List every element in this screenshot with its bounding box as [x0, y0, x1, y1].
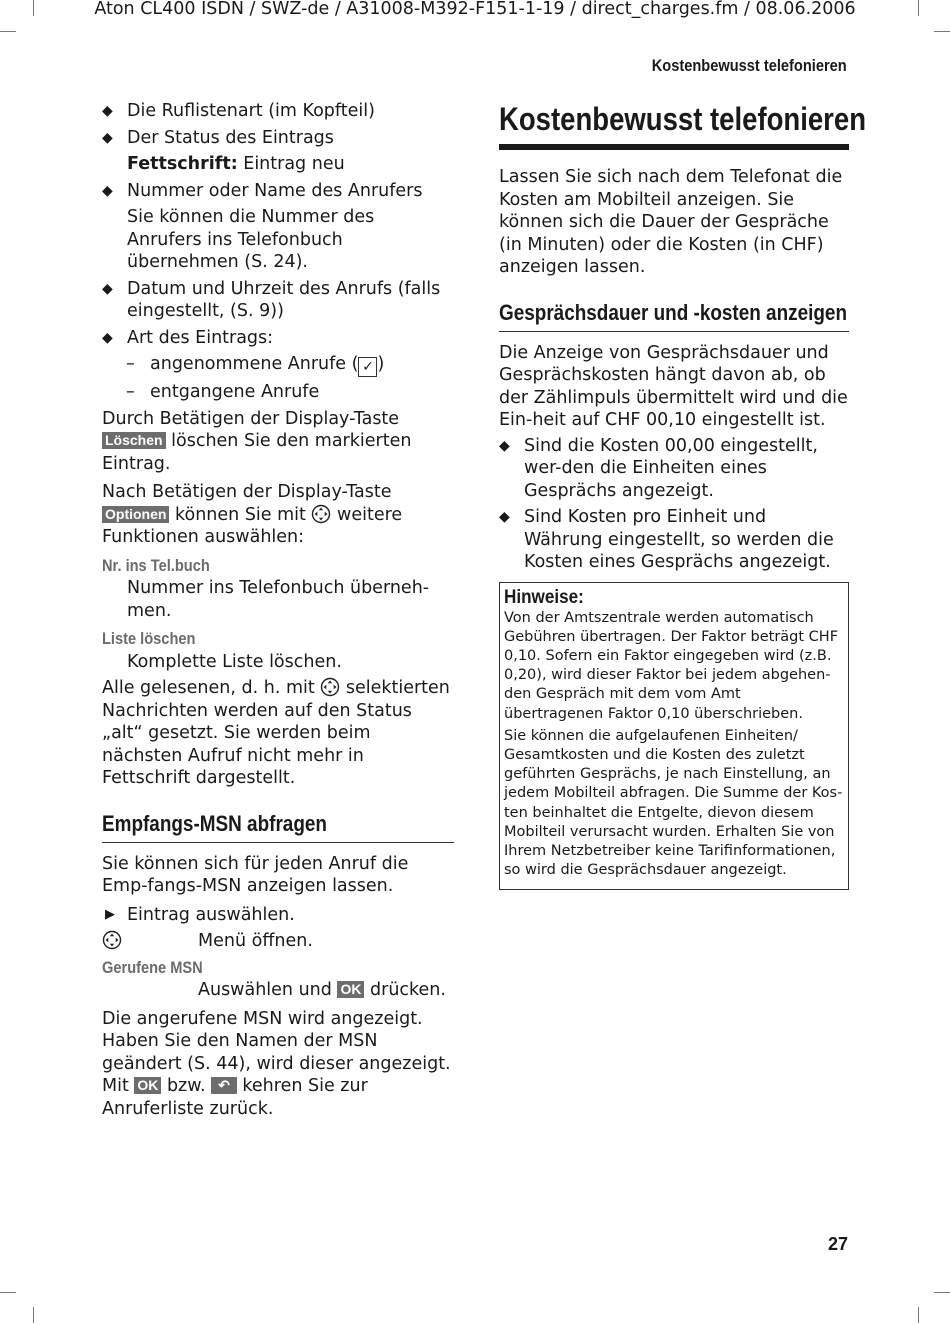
- diamond-bullet-icon: ◆: [102, 182, 113, 199]
- diamond-bullet-icon: ◆: [499, 437, 510, 454]
- crop-mark: [918, 1307, 919, 1323]
- list-item-text: Datum und Uhrzeit des Anrufs (falls eingestellt, (S. 9)): [127, 278, 441, 321]
- list-item: [102, 180, 454, 203]
- status-note: [102, 153, 454, 176]
- text: kehren Sie zur Anruferliste zurück.: [102, 1076, 368, 1119]
- heading-text: Empfangs-MSN abfragen: [102, 810, 327, 836]
- note-box: [499, 582, 849, 891]
- crop-mark: [0, 31, 16, 32]
- msn-intro: Sie können sich für jeden Anruf die Emp-fangs-MSN anzeigen lassen.: [102, 853, 409, 896]
- list-item-sub: Sie können die Nummer des Anrufers ins Telefonbuch übernehmen (S. 24).: [127, 207, 375, 272]
- intro-paragraph: Lassen Sie sich nach dem Telefonat die Kosten am Mobilteil anzeigen. Sie können sich die Dauer der Gespräche (in Minuten) oder die Kosten (in CHF) anzeigen lassen.: [499, 167, 843, 277]
- diamond-bullet-icon: ◆: [102, 103, 113, 119]
- list-item: [102, 127, 454, 150]
- dash-text: entgangene Anrufe: [150, 382, 320, 402]
- text: selektierten Nachrichten werden auf den Status „alt“ gesetzt. Sie werden beim nächsten Aufruf nicht mehr in Fettschrift dargestellt.: [102, 678, 450, 788]
- list-item-text: Die Ruflistenart (im Kopfteil): [127, 101, 375, 121]
- text: bzw.: [161, 1076, 212, 1096]
- section-heading: [499, 299, 849, 332]
- list-item-text: Der Status des Eintrags: [127, 127, 334, 148]
- file-meta-header: Aton CL400 ISDN / SWZ-de / A31008-M392-F151-1-19 / direct_charges.fm / 08.06.2006: [94, 0, 856, 19]
- control-key-icon: [102, 930, 122, 950]
- diamond-bullet-icon: ◆: [102, 329, 113, 346]
- back-key-icon: ↶: [211, 1077, 237, 1094]
- list-item: [499, 506, 849, 574]
- right-column: [499, 100, 867, 890]
- section-paragraph: Die Anzeige von Gesprächsdauer und Gesprächskosten hängt davon ab, ob der Zählimpuls übermittelt wird und die Ein-heit auf CHF 00,10 eingestellt ist.: [499, 342, 848, 430]
- menu-entry-label: Liste löschen: [102, 629, 196, 648]
- text: Die angerufene MSN wird angezeigt. Haben Sie den Namen der MSN geändert (S. 44), wird dieser angezeigt. Mit: [102, 1008, 451, 1096]
- menu-step: [102, 930, 454, 953]
- menu-entry-label: Nr. ins Tel.buch: [102, 555, 210, 575]
- step-text: Eintrag auswählen.: [127, 904, 295, 925]
- ok-key: OK: [134, 1077, 161, 1094]
- diamond-bullet-icon: ◆: [102, 280, 113, 297]
- dash-text: angenommene Anrufe (: [150, 354, 359, 374]
- title-text: Kostenbewusst telefonieren: [499, 101, 867, 137]
- delete-key: Löschen: [102, 432, 166, 449]
- status-text: Eintrag neu: [237, 154, 345, 174]
- crop-mark: [934, 1292, 950, 1293]
- page-number: 27: [827, 1234, 848, 1254]
- note-paragraph: Von der Amtszentrale werden automatisch Gebühren übertragen. Der Faktor beträgt CHF 0,10. Sofern ein Faktor eingegeben wird (z.B. 0,20), wird dieser Faktor bei jedem abgehen-den Gespräch mit dem vom Amt übertragenen Faktor 0,10 überschrieben.: [504, 609, 839, 722]
- bold-label: Fettschrift:: [127, 154, 238, 174]
- list-item: [102, 278, 454, 323]
- control-key-icon: [311, 504, 331, 524]
- text: Alle gelesenen, d. h. mit: [102, 678, 321, 698]
- step-item: [102, 904, 454, 927]
- menu-entry-label: Gerufene MSN: [102, 957, 203, 977]
- crop-mark: [934, 31, 950, 32]
- list-item-text: Nummer oder Name des Anrufers: [127, 180, 423, 201]
- text: weitere Funktionen auswählen:: [102, 504, 403, 547]
- running-head: Kostenbewusst telefonieren: [652, 56, 847, 75]
- crop-mark: [33, 1307, 34, 1323]
- control-key-icon: [320, 677, 340, 697]
- menu-entry-desc: Nummer ins Telefonbuch überneh-men.: [127, 578, 430, 621]
- options-paragraph: [102, 481, 454, 549]
- menu-entry-desc: [102, 979, 454, 1002]
- page-title: [499, 100, 867, 150]
- delete-paragraph: [102, 408, 454, 476]
- step-text: Menü öffnen.: [198, 931, 313, 951]
- read-paragraph: [102, 677, 454, 790]
- dash-text: ): [377, 354, 385, 374]
- dash-item: – angenommene Anrufe ( ✓ ): [126, 354, 385, 375]
- ok-key: OK: [337, 981, 364, 998]
- note-paragraph: Sie können die aufgelaufenen Einheiten/ Gesamtkosten und die Kosten des zuletzt geführten Gesprächs, je nach Einstellung, an jedem Mobilteil abfragen. Die Summe der Kos-ten beinhaltet die Entgelte, dievon diesem Mobilteil verursacht wurden. Erhalten Sie von Ihrem Netzbetreiber keine Tarifinformationen, so wird die Gesprächsdauer angezeigt.: [504, 727, 843, 879]
- diamond-bullet-icon: ◆: [102, 129, 113, 146]
- diamond-bullet-icon: ◆: [499, 509, 510, 525]
- menu-entry-desc: Komplette Liste löschen.: [127, 651, 342, 672]
- text: Durch Betätigen der Display-Taste: [102, 408, 400, 429]
- text: Nach Betätigen der Display-Taste: [102, 482, 392, 502]
- crop-mark: [0, 1292, 16, 1293]
- list-item: [499, 435, 849, 503]
- text: Auswählen und: [198, 980, 338, 1000]
- list-item-text: Sind Kosten pro Einheit und Währung eingestellt, so werden die Kosten eines Gesprächs angezeigt.: [524, 507, 834, 572]
- list-item: [102, 100, 454, 123]
- heading-text: Gesprächsdauer und -kosten anzeigen: [499, 299, 848, 325]
- list-item: [102, 327, 454, 350]
- text: löschen Sie den markierten Eintrag.: [102, 431, 412, 474]
- note-heading: Hinweise:: [504, 586, 584, 608]
- section-heading: [102, 810, 454, 843]
- left-column: [102, 100, 454, 1126]
- dash-item: – entgangene Anrufe: [126, 382, 320, 402]
- options-key: Optionen: [102, 506, 169, 523]
- list-item-text: Art des Eintrags:: [127, 327, 274, 348]
- check-box-icon: ✓: [358, 357, 377, 377]
- list-item-text: Sind die Kosten 00,00 eingestellt, wer-den die Einheiten eines Gesprächs angezeigt.: [524, 435, 818, 501]
- triangle-step-icon: ▶: [105, 906, 115, 922]
- text: drücken.: [364, 980, 446, 1000]
- text: können Sie mit: [169, 504, 312, 525]
- msn-result: [102, 1008, 454, 1121]
